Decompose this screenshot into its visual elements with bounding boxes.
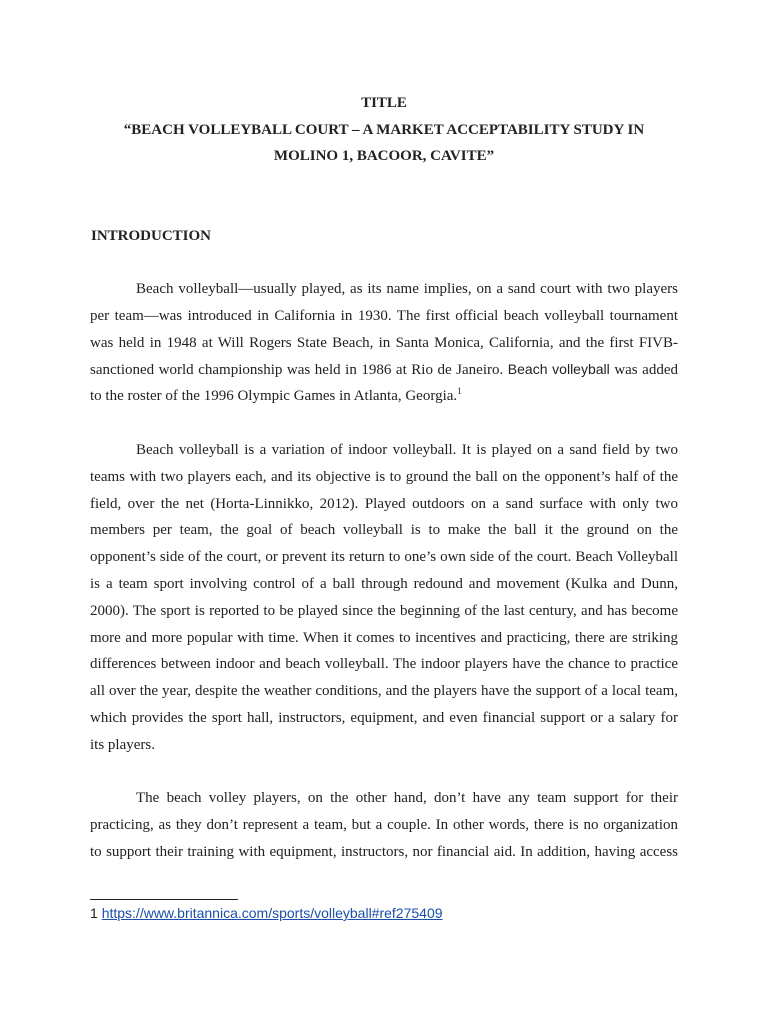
title-label: TITLE <box>361 95 407 111</box>
paragraph-line: teams with two players each, and its objective is to ground the ball on the opponent’s half of the <box>90 468 678 485</box>
paragraph-2 <box>90 437 678 759</box>
paragraph-line: more and more popular with time. When it comes to incentives and practicing, there are striking <box>90 629 678 646</box>
title-line-1: “BEACH VOLLEYBALL COURT – A MARKET ACCEPTABILITY STUDY IN <box>123 121 645 138</box>
title-line-2: MOLINO 1, BACOOR, CAVITE” <box>273 148 495 164</box>
paragraph-text: sanctioned world championship was held in 1986 at Rio de Janeiro. <box>90 362 504 379</box>
paragraph-line: differences between indoor and beach volleyball. The indoor players have the chance to practice <box>90 656 678 673</box>
paragraph-line: 2000). The sport is reported to be played since the beginning of the last century, and has become <box>90 602 678 619</box>
paragraph-line: Beach volleyball—usually played, as its name implies, on a sand court with two players <box>136 281 678 297</box>
paragraph-line: opponent’s side of the court, or prevent its return to one’s own side of the court. Beach Volleyball <box>90 549 678 566</box>
paragraph-line: its players. <box>90 736 155 753</box>
footnote-link[interactable]: https://www.britannica.com/sports/volleyball#ref275409 <box>101 905 443 921</box>
paragraph-line: to support their training with equipment, instructors, nor financial aid. In addition, having access <box>90 843 678 860</box>
paragraph-line: Beach volleyball is a variation of indoor volleyball. It is played on a sand field by two <box>136 442 678 458</box>
title-block <box>90 90 678 170</box>
footnote-reference[interactable]: 1 <box>457 386 462 397</box>
section-heading: INTRODUCTION <box>91 228 212 244</box>
paragraph-line: members per team, the goal of beach volleyball is to make the ball it the ground on the <box>90 522 678 539</box>
paragraph-line <box>90 383 678 410</box>
paragraph-line: was held in 1948 at Will Rogers State Beach, in Santa Monica, California, and the first FIVB- <box>90 334 678 351</box>
paragraph-text: was added <box>614 362 678 379</box>
footnote-separator <box>90 899 238 900</box>
paragraph-line: which provides the sport hall, instructors, equipment, and even financial support or a salary for <box>90 709 678 726</box>
paragraph-line: The beach volley players, on the other hand, don’t have any team support for their <box>136 790 678 806</box>
paragraph-line: field, over the net (Horta-Linnikko, 2012). Played outdoors on a sand surface with only two <box>90 495 678 512</box>
paragraph-1 <box>90 276 678 410</box>
paragraph-line: practicing, as they don’t represent a team, but a couple. In other words, there is no organization <box>90 816 678 833</box>
paragraph-3 <box>90 785 678 865</box>
paragraph-text: Beach volleyball <box>507 361 610 378</box>
paragraph-line: per team—was introduced in California in 1930. The first official beach volleyball tournament <box>90 307 678 324</box>
paragraph-line: is a team sport involving control of a ball through redound and movement (Kulka and Dunn, <box>90 575 678 592</box>
footnote-number: 1 <box>90 905 98 921</box>
paragraph-line <box>90 356 678 383</box>
paragraph-line: all over the year, despite the weather conditions, and the players have the support of a local team, <box>90 683 678 700</box>
paragraph-text: to the roster of the 1996 Olympic Games in Atlanta, Georgia. <box>90 388 458 405</box>
footnote <box>90 903 443 923</box>
